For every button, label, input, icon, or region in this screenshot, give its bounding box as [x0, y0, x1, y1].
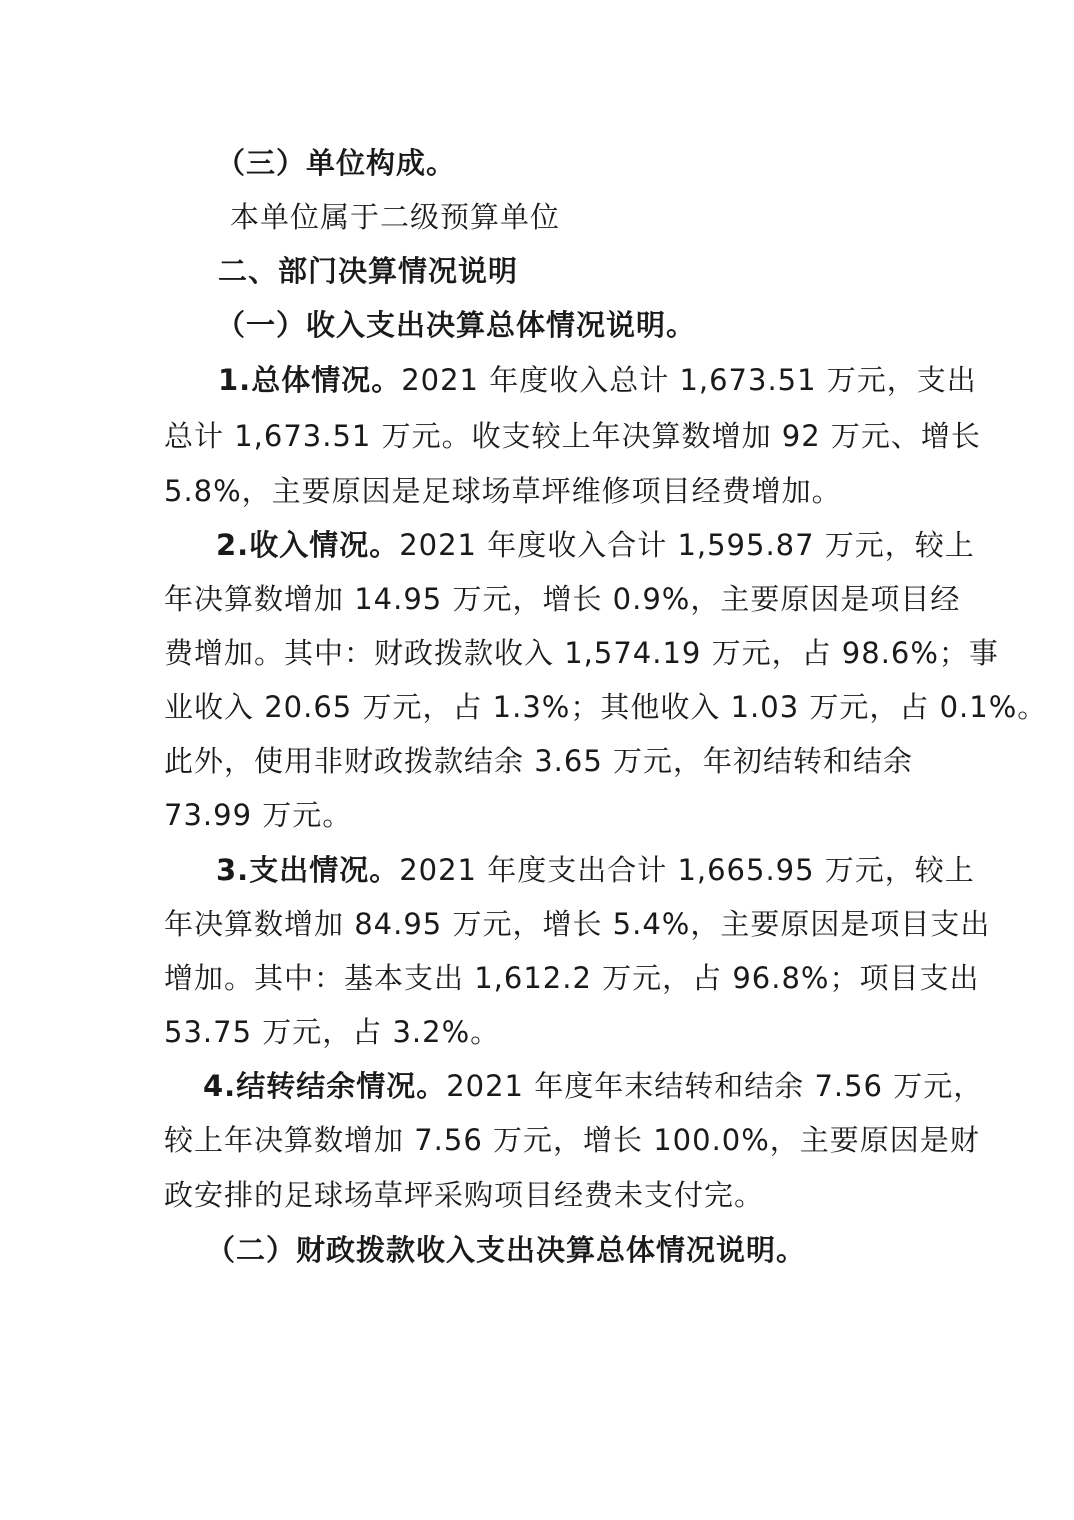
unit-description: 本单位属于二级预算单位: [230, 200, 561, 234]
paragraph-3-text: 2021 年度支出合计 1,665.95 万元，较上: [399, 853, 975, 887]
section-heading: 二、部门决算情况说明: [218, 254, 519, 288]
paragraph-4-text: 2021 年度年末结转和结余 7.56 万元，: [446, 1069, 984, 1103]
paragraph-4-line-3: 政安排的足球场草坪采购项目经费未支付完。: [164, 1178, 765, 1212]
paragraph-1-label: 1.总体情况。: [218, 363, 402, 397]
paragraph-3-line-2: 年决算数增加 84.95 万元，增长 5.4%，主要原因是项目支出: [164, 907, 991, 941]
paragraph-2-line-3: 费增加。其中：财政拨款收入 1,574.19 万元，占 98.6%；事: [164, 636, 999, 670]
subsection-heading-2: （二）财政拨款收入支出决算总体情况说明。: [206, 1233, 807, 1267]
paragraph-2-label: 2.收入情况。: [216, 528, 400, 562]
paragraph-4-line-1: [203, 1066, 983, 1106]
paragraph-2-line-5: 此外，使用非财政拨款结余 3.65 万元，年初结转和结余: [164, 744, 914, 778]
paragraph-3-line-1: [216, 850, 975, 890]
subsection-heading-1: （一）收入支出决算总体情况说明。: [216, 308, 697, 342]
paragraph-3-line-4: 53.75 万元，占 3.2%。: [164, 1015, 501, 1049]
paragraph-3-label: 3.支出情况。: [216, 853, 400, 887]
paragraph-1-text: 2021 年度收入总计 1,673.51 万元，支出: [401, 363, 977, 397]
paragraph-3-line-3: 增加。其中：基本支出 1,612.2 万元，占 96.8%；项目支出: [164, 961, 980, 995]
paragraph-2-line-1: [216, 525, 975, 565]
paragraph-2-text: 2021 年度收入合计 1,595.87 万元，较上: [399, 528, 975, 562]
paragraph-2-line-6: 73.99 万元。: [164, 798, 353, 832]
paragraph-1-line-2: 总计 1,673.51 万元。收支较上年决算数增加 92 万元、增长: [164, 419, 981, 453]
paragraph-4-label: 4.结转结余情况。: [203, 1069, 447, 1103]
paragraph-2-line-4: 业收入 20.65 万元，占 1.3%；其他收入 1.03 万元，占 0.1%。: [164, 690, 1048, 724]
paragraph-2-line-2: 年决算数增加 14.95 万元，增长 0.9%，主要原因是项目经: [164, 582, 961, 616]
paragraph-1-line-3: 5.8%，主要原因是足球场草坪维修项目经费增加。: [164, 474, 842, 508]
heading-unit-composition: （三）单位构成。: [216, 146, 457, 180]
paragraph-4-line-2: 较上年决算数增加 7.56 万元，增长 100.0%，主要原因是财: [164, 1123, 980, 1157]
paragraph-1-line-1: [218, 360, 977, 400]
